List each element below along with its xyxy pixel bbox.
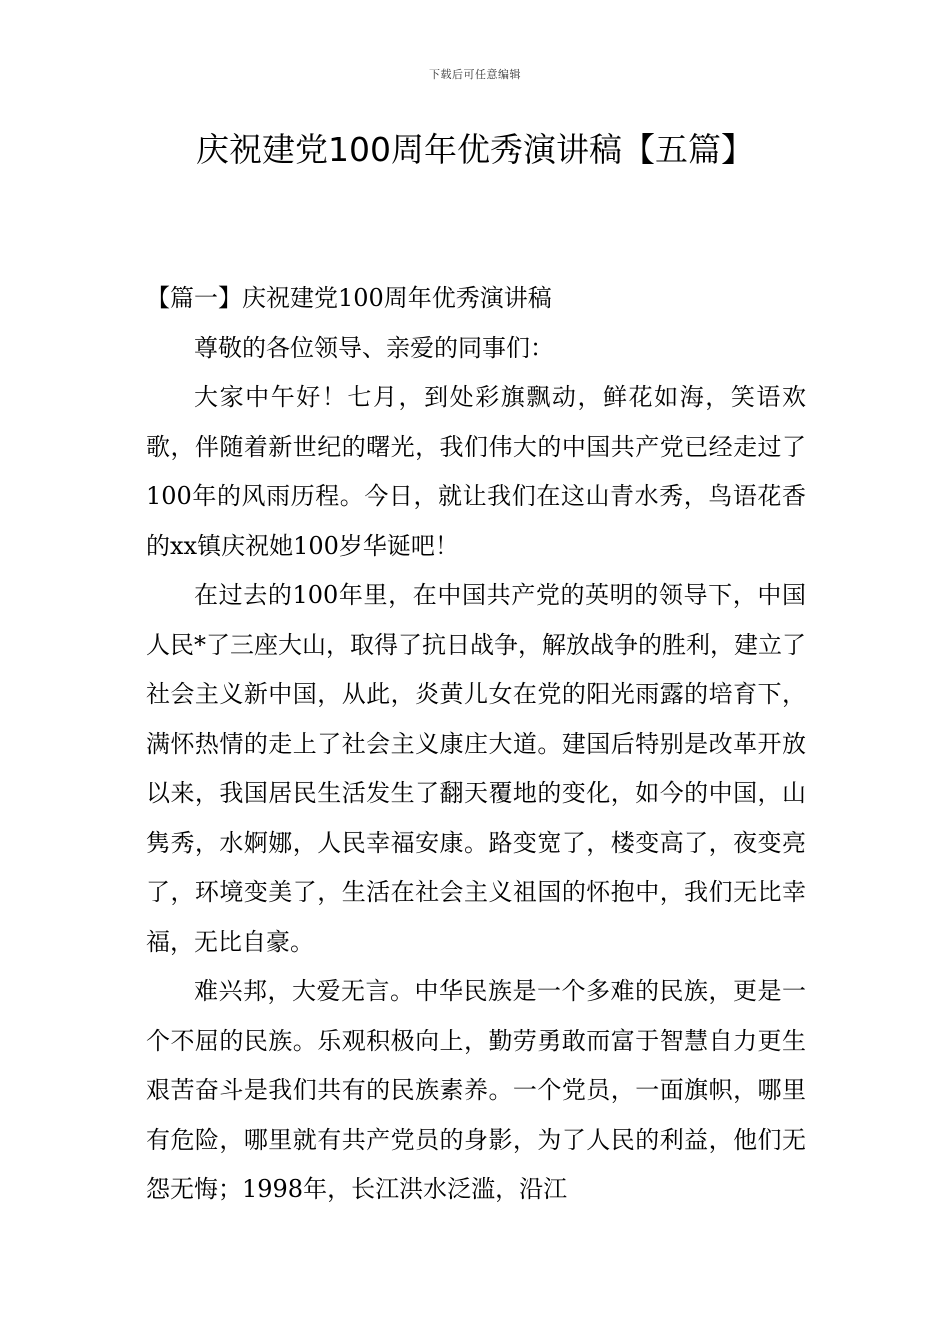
document-title: 庆祝建党100周年优秀演讲稿【五篇】 <box>196 130 754 169</box>
body-paragraph: 大家中午好！七月，到处彩旗飘动，鲜花如海，笑语欢歌，伴随着新世纪的曙光，我们伟大的中国共产党已经走过了100年的风雨历程。今日，就让我们在这山青水秀，鸟语花香的xx镇庆祝她100岁华诞吧！ <box>146 383 806 560</box>
salutation-paragraph: 尊敬的各位领导、亲爱的同事们： <box>194 333 554 362</box>
section-heading: 【篇一】庆祝建党100周年优秀演讲稿 <box>146 284 552 312</box>
body-paragraph: 难兴邦，大爱无言。中华民族是一个多难的民族，更是一个不屈的民族。乐观积极向上，勤劳勇敢而富于智慧自力更生艰苦奋斗是我们共有的民族素养。一个党员，一面旗帜，哪里有危险，哪里就有共产党员的身影，为了人民的利益，他们无怨无悔；1998年，长江洪水泛滥，沿江 <box>146 977 806 1203</box>
body-paragraph: 在过去的100年里，在中国共产党的英明的领导下，中国人民*了三座大山，取得了抗日战争，解放战争的胜利，建立了社会主义新中国，从此，炎黄儿女在党的阳光雨露的培育下，满怀热情的走上了社会主义康庄大道。建国后特别是改革开放以来，我国居民生活发生了翻天覆地的变化，如今的中国，山隽秀，水婀娜，人民幸福安康。路变宽了，楼变高了，夜变亮了，环境变美了，生活在社会主义祖国的怀抱中，我们无比幸福，无比自豪。 <box>146 581 806 956</box>
document-body <box>146 274 806 1215</box>
header-note: 下载后可任意编辑 <box>429 68 521 81</box>
